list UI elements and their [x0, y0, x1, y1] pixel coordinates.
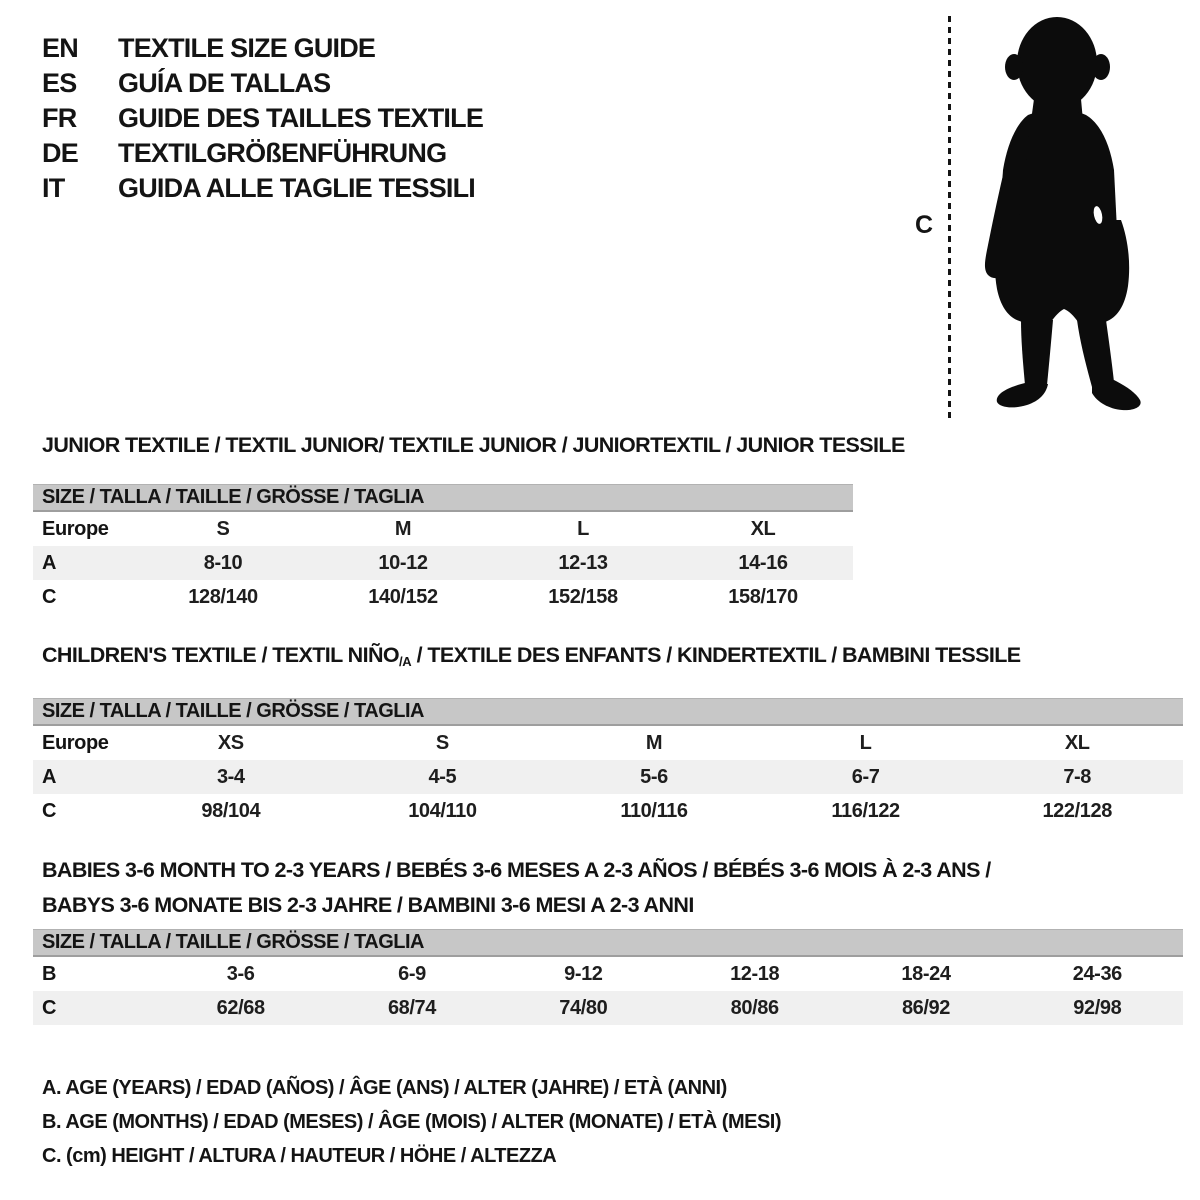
table-row	[33, 546, 853, 580]
age-cell: 14-16	[738, 551, 788, 574]
language-code: EN	[42, 33, 78, 63]
childrens-textile-section	[33, 644, 1183, 828]
row-label: B	[42, 962, 57, 985]
legend-notes	[42, 1071, 781, 1173]
height-cell: 68/74	[387, 996, 437, 1019]
table-row	[33, 726, 1183, 760]
height-cell: 116/122	[831, 799, 900, 822]
title-subscript: /A	[399, 654, 412, 669]
row-label: C	[42, 799, 57, 822]
junior-table-title: JUNIOR TEXTILE / TEXTIL JUNIOR/ TEXTILE JUNIOR / JUNIORTEXTIL / JUNIOR TESSILE	[42, 433, 905, 457]
height-cell: 152/158	[548, 585, 618, 608]
height-cell: 98/104	[201, 799, 261, 822]
language-row-it	[42, 171, 483, 206]
guide-title-en: TEXTILE SIZE GUIDE	[118, 33, 376, 63]
height-cell: 104/110	[408, 799, 477, 822]
guide-title-de: TEXTILGRÖßENFÜHRUNG	[118, 138, 447, 168]
table-row	[33, 991, 1183, 1025]
height-cell: 140/152	[368, 585, 438, 608]
height-cell: 122/128	[1042, 799, 1112, 822]
size-header-bar: SIZE / TALLA / TAILLE / GRÖSSE / TAGLIA	[33, 698, 1183, 726]
row-label: C	[42, 585, 57, 608]
table-row	[33, 580, 853, 614]
language-code: IT	[42, 173, 65, 203]
size-cell: M	[645, 731, 663, 754]
childrens-table-title	[42, 644, 1183, 673]
height-cell: 128/140	[188, 585, 258, 608]
height-cell: 80/86	[730, 996, 779, 1019]
height-cell: 86/92	[901, 996, 951, 1019]
note-c: C. (cm) HEIGHT / ALTURA / HAUTEUR / HÖHE / ALTEZZA	[42, 1145, 557, 1167]
language-row-fr	[42, 101, 483, 136]
language-code: ES	[42, 68, 77, 98]
table-row	[33, 957, 1183, 991]
age-cell: 4-5	[428, 765, 457, 788]
size-cell: S	[216, 517, 230, 540]
size-header-bar: SIZE / TALLA / TAILLE / GRÖSSE / TAGLIA	[33, 484, 853, 512]
title-text: / TEXTILE DES ENFANTS / KINDERTEXTIL / BAMBINI TESSILE	[411, 643, 1021, 667]
table-row	[33, 794, 1183, 828]
title-text: CHILDREN'S TEXTILE / TEXTIL NIÑO	[42, 643, 400, 667]
table-row	[33, 512, 853, 546]
size-cell: XL	[1064, 731, 1090, 754]
note-a: A. AGE (YEARS) / EDAD (AÑOS) / ÂGE (ANS) / ALTER (JAHRE) / ETÀ (ANNI)	[42, 1077, 727, 1099]
age-cell: 8-10	[203, 551, 243, 574]
months-cell: 6-9	[398, 962, 426, 985]
age-cell: 10-12	[378, 551, 428, 574]
height-cell: 74/80	[559, 996, 608, 1019]
size-cell: XS	[217, 731, 244, 754]
language-title-list	[42, 31, 483, 206]
size-cell: M	[394, 517, 412, 540]
table-row	[33, 760, 1183, 794]
size-cell: L	[577, 517, 589, 540]
months-cell: 9-12	[564, 962, 603, 985]
size-cell: XL	[750, 517, 776, 540]
language-row-es	[42, 66, 483, 101]
size-header-bar: SIZE / TALLA / TAILLE / GRÖSSE / TAGLIA	[33, 929, 1183, 957]
height-cell: 92/98	[1073, 996, 1122, 1019]
title-line-1: BABIES 3-6 MONTH TO 2-3 YEARS / BEBÉS 3-6 MESES A 2-3 AÑOS / BÉBÉS 3-6 MOIS À 2-3 ANS /	[42, 858, 991, 882]
age-cell: 7-8	[1063, 765, 1092, 788]
size-cell: S	[435, 731, 449, 754]
height-measure-dashed-line	[948, 16, 951, 418]
row-label: Europe	[42, 517, 109, 540]
row-label: A	[42, 551, 57, 574]
height-cell: 158/170	[728, 585, 798, 608]
age-cell: 3-4	[216, 765, 245, 788]
months-cell: 3-6	[226, 962, 255, 985]
title-line-2: BABYS 3-6 MONATE BIS 2-3 JAHRE / BAMBINI 3-6 MESI A 2-3 ANNI	[42, 893, 694, 917]
language-code: FR	[42, 103, 77, 133]
age-cell: 12-13	[558, 551, 608, 574]
guide-title-it: GUIDA ALLE TAGLIE TESSILI	[118, 173, 475, 203]
height-cell: 110/116	[620, 799, 688, 822]
guide-title-fr: GUIDE DES TAILLES TEXTILE	[118, 103, 484, 133]
size-cell: L	[859, 731, 872, 754]
babies-textile-section	[33, 853, 1183, 1025]
months-cell: 12-18	[730, 962, 780, 985]
babies-table-title	[42, 853, 1183, 923]
months-cell: 18-24	[901, 962, 951, 985]
row-label: C	[42, 996, 57, 1019]
age-cell: 6-7	[851, 765, 880, 788]
language-row-en	[42, 31, 483, 66]
junior-textile-section	[33, 433, 905, 614]
note-b: B. AGE (MONTHS) / EDAD (MESES) / ÂGE (MOIS) / ALTER (MONATE) / ETÀ (MESI)	[42, 1111, 782, 1133]
height-cell: 62/68	[216, 996, 265, 1019]
months-cell: 24-36	[1072, 962, 1122, 985]
age-cell: 5-6	[640, 765, 668, 788]
height-measure-label: C	[915, 211, 934, 239]
row-label: Europe	[42, 731, 109, 754]
guide-title-es: GUÍA DE TALLAS	[118, 68, 331, 98]
row-label: A	[42, 765, 57, 788]
language-code: DE	[42, 138, 78, 168]
language-row-de	[42, 136, 483, 171]
toddler-silhouette-icon	[963, 15, 1165, 415]
